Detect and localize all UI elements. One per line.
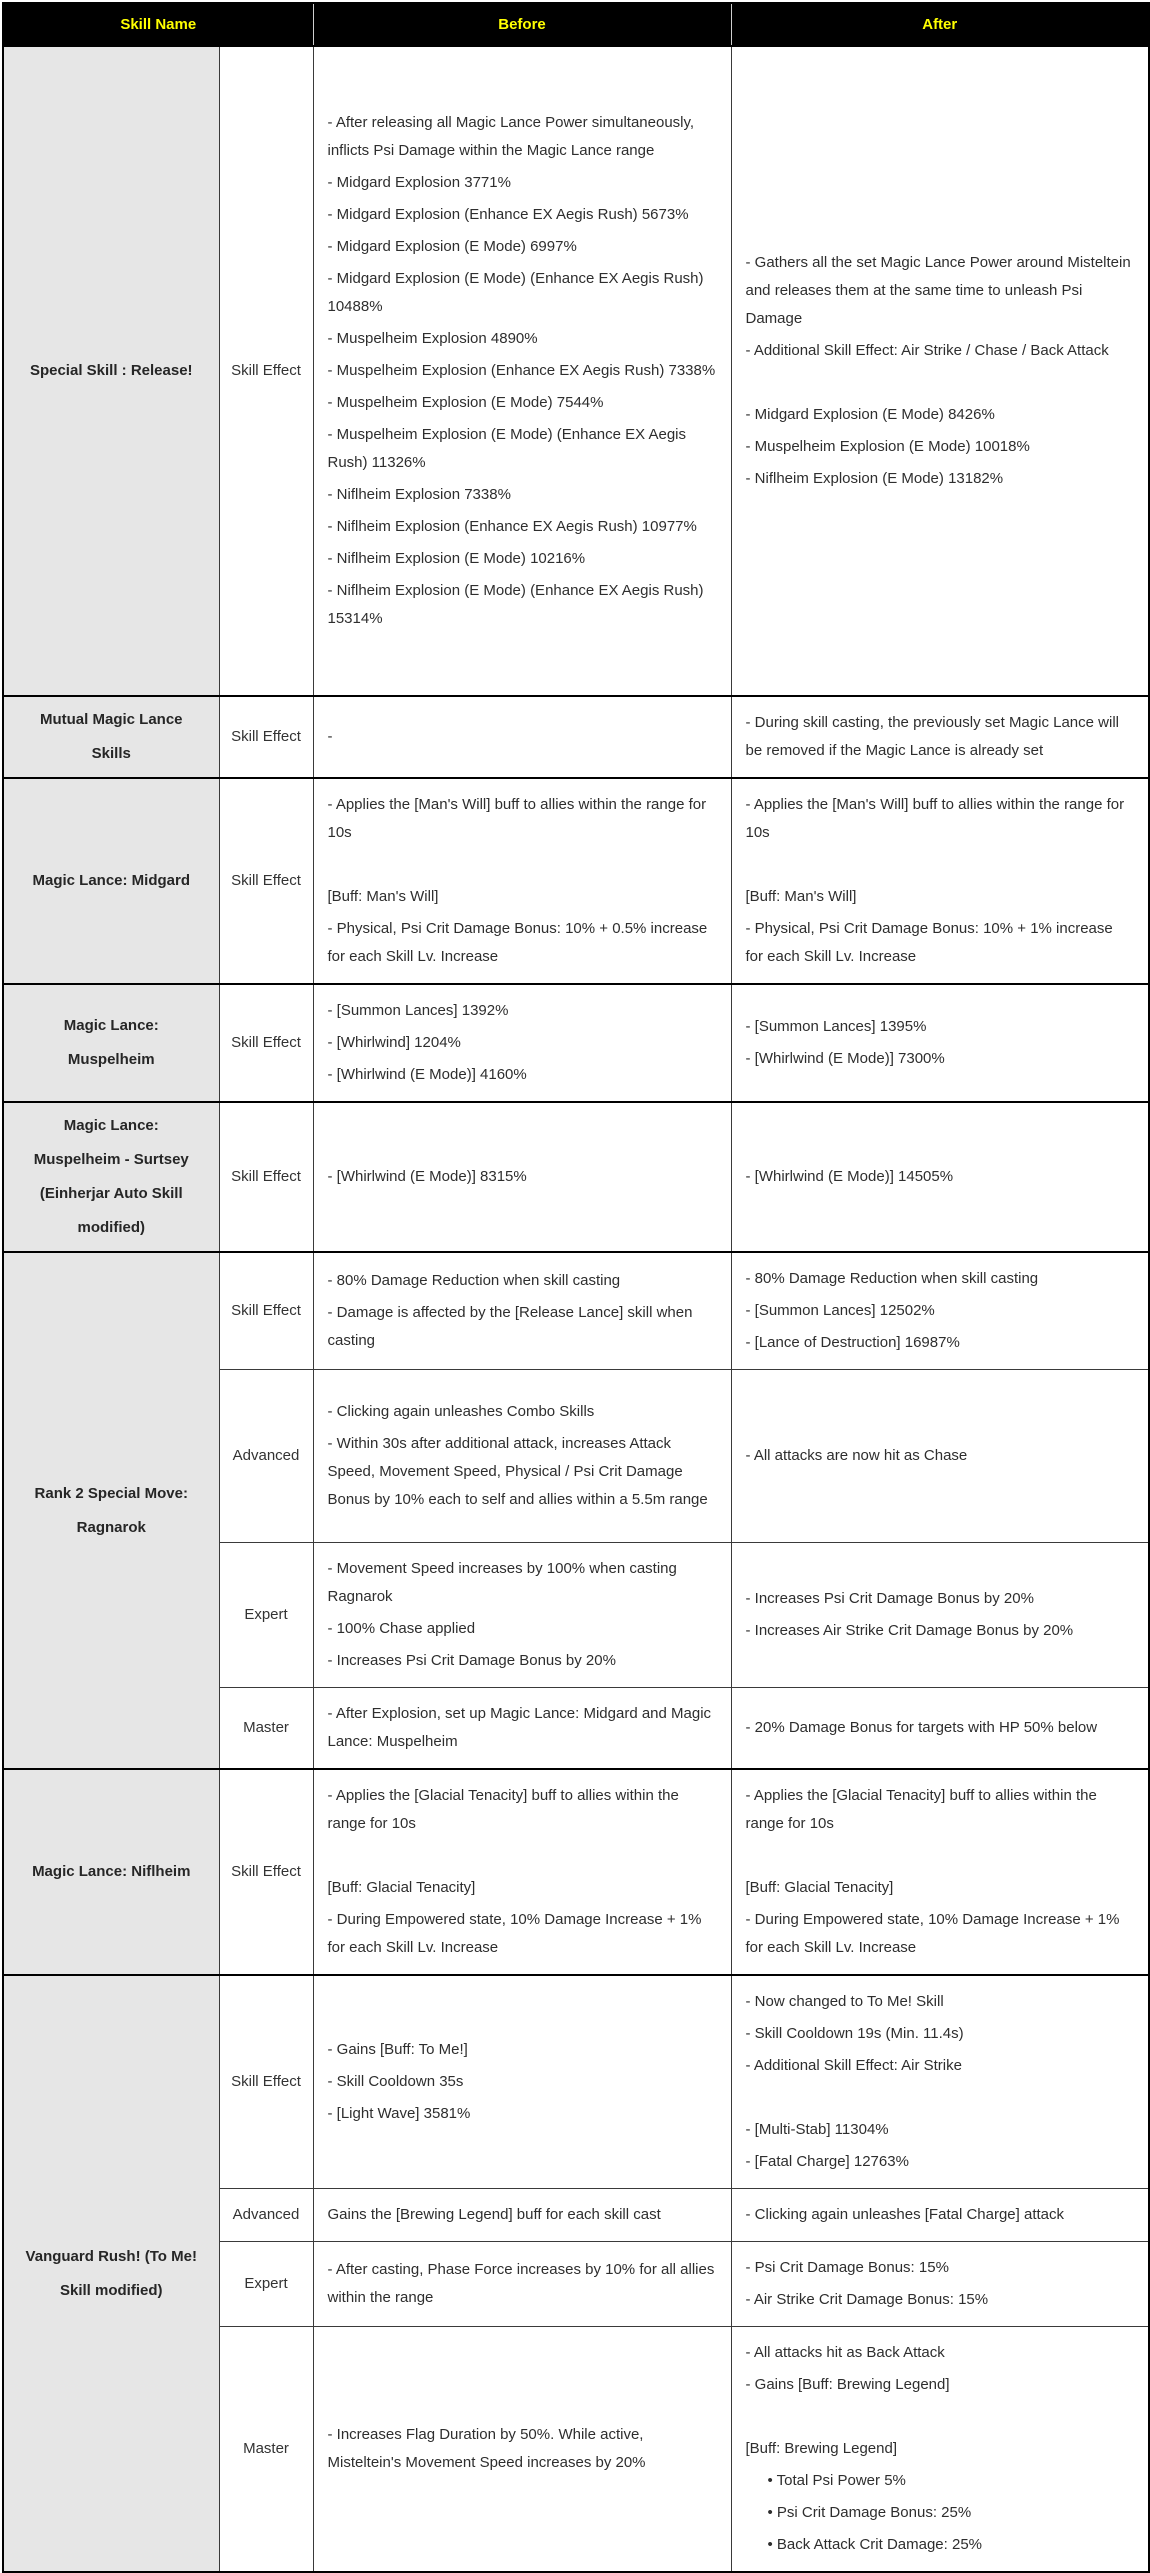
text-line: - Increases Flag Duration by 50%. While active, Misteltein's Movement Speed increases by 20%	[327, 2426, 646, 2471]
text-line: - Muspelheim Explosion (E Mode) 10018%	[745, 438, 1030, 455]
before-cell	[313, 1975, 731, 2189]
text-line: - 20% Damage Bonus for targets with HP 50% below	[745, 1719, 1098, 1736]
table-row	[3, 1252, 1149, 1370]
skill-type-cell: Advanced	[219, 1370, 313, 1543]
text-line: - Skill Cooldown 19s (Min. 11.4s)	[745, 2025, 964, 2042]
text-line: • Back Attack Crit Damage: 25%	[767, 2536, 983, 2553]
text-line: - Movement Speed increases by 100% when casting Ragnarok	[327, 1560, 677, 1605]
text-line: - During Empowered state, 10% Damage Increase + 1% for each Skill Lv. Increase	[327, 1911, 702, 1956]
text-line: - During Empowered state, 10% Damage Increase + 1% for each Skill Lv. Increase	[745, 1911, 1120, 1956]
text-line: - 80% Damage Reduction when skill casting	[327, 1272, 621, 1289]
after-cell	[731, 46, 1149, 696]
after-cell	[731, 1102, 1149, 1252]
text-line: - Applies the [Man's Will] buff to allies within the range for 10s	[745, 796, 1125, 841]
text-line: - [Multi-Stab] 11304%	[745, 2121, 889, 2138]
table-row	[3, 1769, 1149, 1975]
text-line: - Damage is affected by the [Release Lance] skill when casting	[327, 1304, 693, 1349]
before-cell	[313, 778, 731, 984]
skill-type-cell: Expert	[219, 2242, 313, 2327]
before-cell	[313, 984, 731, 1102]
text-line: - Muspelheim Explosion 4890%	[327, 330, 538, 347]
text-line: - All attacks hit as Back Attack	[745, 2344, 945, 2361]
text-line: - Niflheim Explosion (Enhance EX Aegis Rush) 10977%	[327, 518, 697, 535]
after-cell	[731, 778, 1149, 984]
text-line: - [Whirlwind (E Mode)] 8315%	[327, 1168, 527, 1185]
text-line: Gains the [Brewing Legend] buff for each skill cast	[327, 2206, 661, 2223]
text-line: - Now changed to To Me! Skill	[745, 1993, 944, 2010]
text-line: - Gains [Buff: Brewing Legend]	[745, 2376, 950, 2393]
header-before: Before	[313, 3, 731, 46]
text-line: - Niflheim Explosion (E Mode) 10216%	[327, 550, 586, 567]
text-line: - All attacks are now hit as Chase	[745, 1447, 968, 1464]
text-line: - 100% Chase applied	[327, 1620, 476, 1637]
text-line: - 80% Damage Reduction when skill casting	[745, 1270, 1039, 1287]
before-cell	[313, 2242, 731, 2327]
text-line: - Muspelheim Explosion (E Mode) 7544%	[327, 394, 604, 411]
text-line: - After releasing all Magic Lance Power simultaneously, inflicts Psi Damage within the Magic Lance range	[327, 114, 695, 159]
after-cell	[731, 2189, 1149, 2242]
skill-type-cell: Master	[219, 1688, 313, 1770]
skill-type-cell: Skill Effect	[219, 1975, 313, 2189]
skill-name-cell: Mutual Magic Lance Skills	[3, 696, 219, 778]
after-cell	[731, 1370, 1149, 1543]
skill-type-cell: Skill Effect	[219, 1769, 313, 1975]
text-line: - Midgard Explosion (Enhance EX Aegis Rush) 5673%	[327, 206, 689, 223]
after-cell	[731, 2327, 1149, 2573]
skill-type-cell: Skill Effect	[219, 984, 313, 1102]
text-line: - Clicking again unleashes [Fatal Charge] attack	[745, 2206, 1065, 2223]
text-line: - Midgard Explosion (E Mode) 6997%	[327, 238, 577, 255]
text-line: - [Lance of Destruction] 16987%	[745, 1334, 960, 1351]
before-cell	[313, 46, 731, 696]
text-line: -	[327, 728, 333, 745]
text-line	[746, 2084, 1135, 2112]
text-line: - During skill casting, the previously set Magic Lance will be removed if the Magic Lance is already set	[745, 714, 1119, 759]
text-line	[746, 851, 1135, 879]
skill-type-cell: Advanced	[219, 2189, 313, 2242]
text-line: - Muspelheim Explosion (Enhance EX Aegis Rush) 7338%	[327, 362, 716, 379]
text-line: - Applies the [Man's Will] buff to allies within the range for 10s	[327, 796, 707, 841]
before-cell	[313, 1769, 731, 1975]
after-cell	[731, 1543, 1149, 1688]
text-line: - [Summon Lances] 1392%	[327, 1002, 509, 1019]
text-line: - Physical, Psi Crit Damage Bonus: 10% + 0.5% increase for each Skill Lv. Increase	[327, 920, 708, 965]
table-row	[3, 1975, 1149, 2189]
text-line	[328, 851, 717, 879]
skill-name-cell: Magic Lance: Muspelheim	[3, 984, 219, 1102]
after-cell	[731, 2242, 1149, 2327]
text-line: • Psi Crit Damage Bonus: 25%	[767, 2504, 972, 2521]
table-row	[3, 778, 1149, 984]
text-line: • Total Psi Power 5%	[767, 2472, 906, 2489]
text-line: - Applies the [Glacial Tenacity] buff to allies within the range for 10s	[327, 1787, 679, 1832]
after-cell	[731, 1975, 1149, 2189]
after-cell	[731, 1769, 1149, 1975]
text-line: - [Whirlwind (E Mode)] 4160%	[327, 1066, 527, 1083]
skill-change-table	[2, 2, 1150, 2573]
skill-type-cell: Skill Effect	[219, 1252, 313, 1370]
skill-type-cell: Master	[219, 2327, 313, 2573]
skill-name-cell: Vanguard Rush! (To Me! Skill modified)	[3, 1975, 219, 2572]
skill-name-cell: Special Skill : Release!	[3, 46, 219, 696]
skill-type-cell: Expert	[219, 1543, 313, 1688]
text-line: [Buff: Glacial Tenacity]	[745, 1879, 894, 1896]
after-cell	[731, 1252, 1149, 1370]
text-line: [Buff: Man's Will]	[327, 888, 439, 905]
skill-name-cell: Magic Lance: Midgard	[3, 778, 219, 984]
text-line: - [Fatal Charge] 12763%	[745, 2153, 909, 2170]
text-line: [Buff: Brewing Legend]	[745, 2440, 897, 2457]
skill-type-cell: Skill Effect	[219, 696, 313, 778]
table-header-row	[3, 3, 1149, 46]
before-cell	[313, 1370, 731, 1543]
text-line: - Midgard Explosion 3771%	[327, 174, 511, 191]
table-row	[3, 1102, 1149, 1252]
text-line: - Additional Skill Effect: Air Strike	[745, 2057, 962, 2074]
before-cell	[313, 1543, 731, 1688]
text-line: - [Summon Lances] 1395%	[745, 1018, 927, 1035]
text-line: - Increases Psi Crit Damage Bonus by 20%	[745, 1590, 1034, 1607]
before-cell	[313, 2327, 731, 2573]
text-line: - Niflheim Explosion (E Mode) (Enhance EX Aegis Rush) 15314%	[327, 582, 704, 627]
text-line: - Niflheim Explosion 7338%	[327, 486, 511, 503]
skill-type-cell: Skill Effect	[219, 46, 313, 696]
text-line: - [Whirlwind (E Mode)] 7300%	[745, 1050, 945, 1067]
before-cell	[313, 696, 731, 778]
text-line: - After casting, Phase Force increases by 10% for all allies within the range	[327, 2261, 715, 2306]
before-cell	[313, 2189, 731, 2242]
header-skill-name: Skill Name	[3, 3, 313, 46]
skill-type-cell: Skill Effect	[219, 778, 313, 984]
table-row	[3, 46, 1149, 696]
text-line	[746, 1842, 1135, 1870]
header-after: After	[731, 3, 1149, 46]
text-line	[746, 2403, 1135, 2431]
text-line: - Within 30s after additional attack, increases Attack Speed, Movement Speed, Physical / Psi Crit Damage Bonus by 10% each to self and allies within a 5.5m range	[327, 1435, 708, 1508]
text-line: - Gathers all the set Magic Lance Power around Misteltein and releases them at the same time to unleash Psi Damage	[745, 254, 1131, 327]
skill-name-cell: Rank 2 Special Move: Ragnarok	[3, 1252, 219, 1769]
table-row	[3, 696, 1149, 778]
text-line	[746, 369, 1135, 397]
text-line: - Physical, Psi Crit Damage Bonus: 10% + 1% increase for each Skill Lv. Increase	[745, 920, 1113, 965]
table-row	[3, 984, 1149, 1102]
text-line: - Muspelheim Explosion (E Mode) (Enhance EX Aegis Rush) 11326%	[327, 426, 687, 471]
text-line: - Air Strike Crit Damage Bonus: 15%	[745, 2291, 989, 2308]
text-line: - Skill Cooldown 35s	[327, 2073, 464, 2090]
text-line: - [Whirlwind] 1204%	[327, 1034, 461, 1051]
text-line: - Clicking again unleashes Combo Skills	[327, 1403, 595, 1420]
text-line: - Gains [Buff: To Me!]	[327, 2041, 468, 2058]
text-line: - Psi Crit Damage Bonus: 15%	[745, 2259, 949, 2276]
skill-type-cell: Skill Effect	[219, 1102, 313, 1252]
text-line: - Additional Skill Effect: Air Strike / Chase / Back Attack	[745, 342, 1109, 359]
text-line: [Buff: Man's Will]	[745, 888, 857, 905]
text-line: - Applies the [Glacial Tenacity] buff to allies within the range for 10s	[745, 1787, 1097, 1832]
before-cell	[313, 1102, 731, 1252]
text-line: - Midgard Explosion (E Mode) 8426%	[745, 406, 995, 423]
after-cell	[731, 1688, 1149, 1770]
text-line: - [Whirlwind (E Mode)] 14505%	[745, 1168, 954, 1185]
before-cell	[313, 1252, 731, 1370]
after-cell	[731, 984, 1149, 1102]
text-line: - [Light Wave] 3581%	[327, 2105, 471, 2122]
after-cell	[731, 696, 1149, 778]
skill-name-cell: Magic Lance: Niflheim	[3, 1769, 219, 1975]
text-line: - Increases Air Strike Crit Damage Bonus by 20%	[745, 1622, 1074, 1639]
text-line: - Niflheim Explosion (E Mode) 13182%	[745, 470, 1004, 487]
skill-name-cell: Magic Lance: Muspelheim - Surtsey (Einherjar Auto Skill modified)	[3, 1102, 219, 1252]
before-cell	[313, 1688, 731, 1770]
text-line: - Midgard Explosion (E Mode) (Enhance EX Aegis Rush) 10488%	[327, 270, 704, 315]
text-line: [Buff: Glacial Tenacity]	[327, 1879, 476, 1896]
skill-change-table-container	[2, 2, 1148, 2573]
text-line: - [Summon Lances] 12502%	[745, 1302, 935, 1319]
text-line: - Increases Psi Crit Damage Bonus by 20%	[327, 1652, 616, 1669]
text-line	[328, 1842, 717, 1870]
text-line: - After Explosion, set up Magic Lance: Midgard and Magic Lance: Muspelheim	[327, 1705, 712, 1750]
